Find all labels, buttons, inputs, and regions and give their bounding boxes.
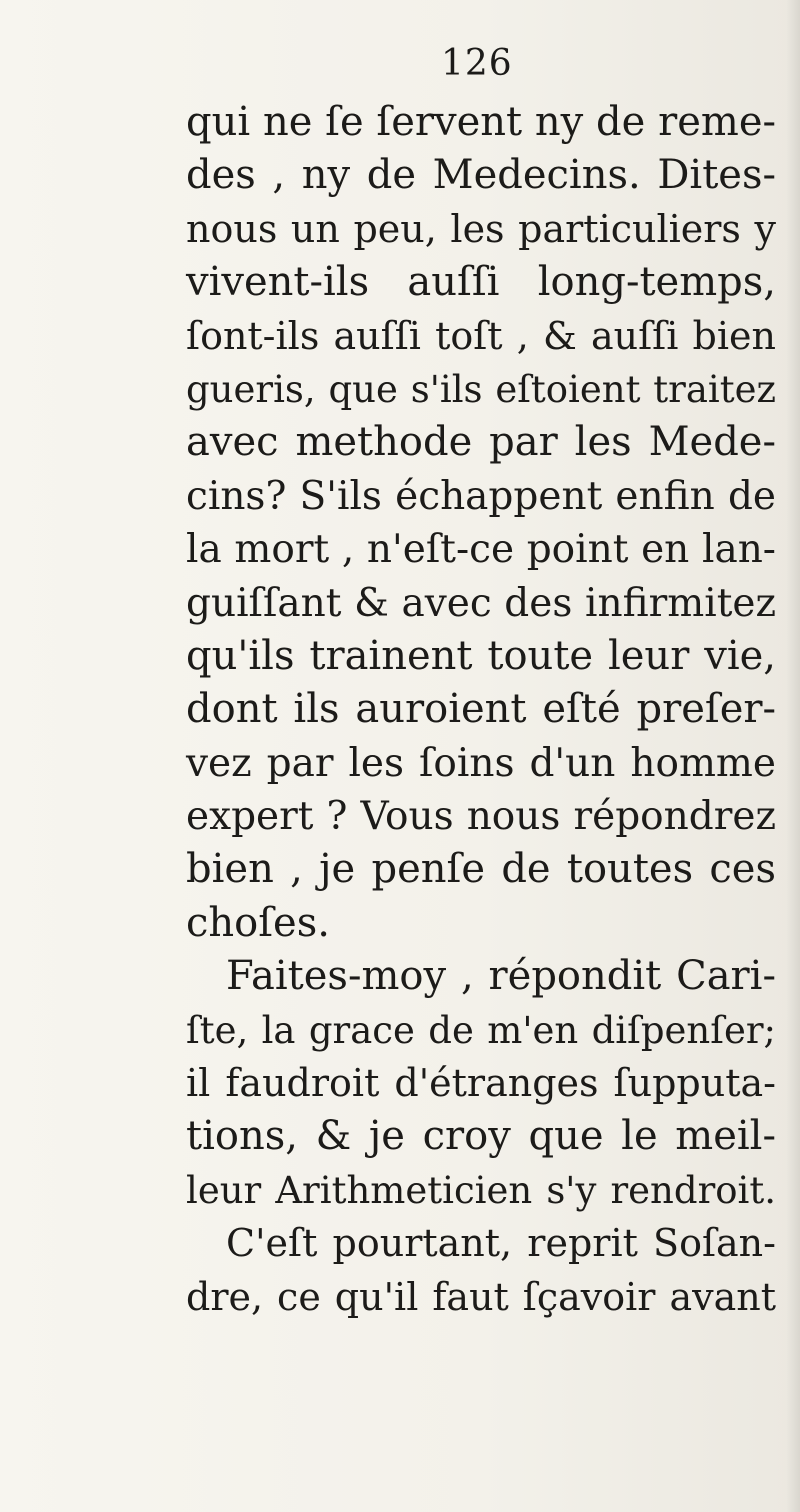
text-line: dre, ce qu'il faut ſçavoir avant — [186, 1274, 776, 1319]
text-line: Faites-moy , répondit Cari- — [226, 953, 776, 1000]
text-line: vivent-ils auſſi long-temps, — [186, 259, 776, 306]
page-number: 126 — [441, 43, 513, 84]
text-line: ſte, la grace de m'en diſpenſer; — [186, 1008, 776, 1052]
text-line: avec methode par les Mede- — [186, 419, 776, 466]
text-line: dont ils auroient eſté preſer- — [186, 686, 776, 733]
body-text — [186, 96, 776, 1324]
text-line: guiſſant & avec des infirmitez — [186, 580, 776, 626]
text-line: vez par les ſoins d'un homme — [186, 740, 776, 786]
text-line: bien , je penſe de toutes ces — [186, 846, 776, 893]
text-line: la mort , n'eſt-ce point en lan- — [186, 527, 776, 573]
text-line: expert ? Vous nous répondrez — [186, 794, 776, 840]
text-line: leur Arithmeticien s'y rendroit. — [186, 1168, 776, 1212]
text-line: il faudroit d'étranges ſupputa- — [186, 1061, 776, 1106]
text-line: choſes. — [186, 899, 330, 946]
text-line: nous un peu, les particuliers y — [186, 206, 776, 251]
text-line: qu'ils trainent toute leur vie, — [186, 632, 776, 679]
page-edge-shadow — [786, 0, 800, 1512]
text-line: tions, & je croy que le meil- — [186, 1113, 776, 1160]
text-line: des , ny de Medecins. Dites- — [186, 152, 776, 199]
text-line: gueris, que s'ils eſtoient traitez — [186, 367, 776, 411]
text-line: ſont-ils auſſi toſt , & auſſi bien — [186, 313, 776, 358]
text-line: qui ne ſe ſervent ny de reme- — [186, 99, 776, 145]
text-line: cins? S'ils échappent enfin de — [186, 473, 776, 519]
text-line: C'eſt pourtant, reprit Soſan- — [226, 1221, 776, 1266]
